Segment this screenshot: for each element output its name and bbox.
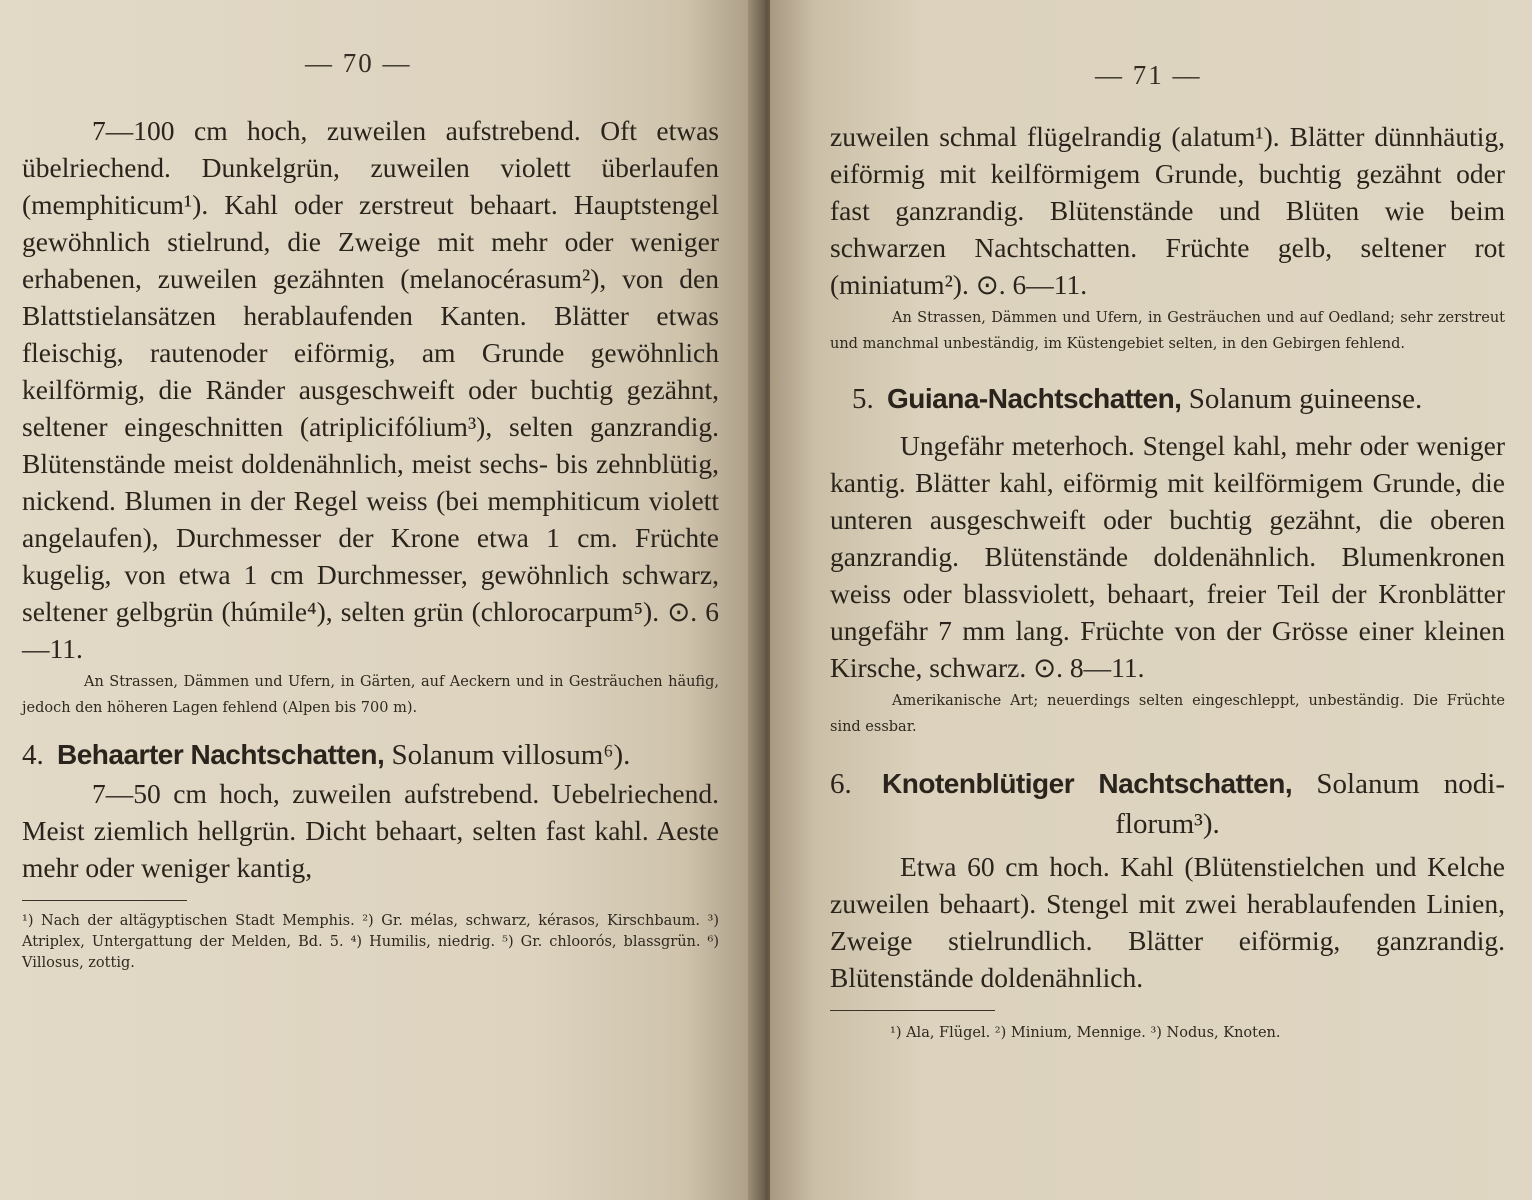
right-paragraph-1: zuweilen schmal flügelrandig (alatum¹). Blätter dünnhäutig, eiförmig mit keilförmigem Grunde, buchtig gezähnt oder fast ganzrandig. Blütenstände und Blüten wie beim schwarzen Nachtschatten. Früchte gelb, seltener rot (miniatum²). ⊙. 6—11. bbox=[830, 121, 1505, 300]
section-heading-6-continued bbox=[830, 804, 1505, 844]
section-latin-name-continued: florum³). bbox=[1115, 808, 1220, 840]
right-paragraph-2: Ungefähr meterhoch. Stengel kahl, mehr oder weniger kantig. Blätter kahl, eiförmig mit keilförmigem Grunde, die unteren ausgeschweift oder buchtig gezähnt, die oberen ganzrandig. Blütenstände doldenähnlich. Blumenkronen weiss oder blassviolett, behaart, freier Teil der Kronblätter ungefähr 7 mm lang. Früchte von der Grösse einer kleinen Kirsche, schwarz. ⊙. 8—11. bbox=[830, 430, 1505, 683]
section-name: Knotenblütiger Nachtschatten, bbox=[882, 768, 1293, 799]
section-number: 5. bbox=[852, 383, 874, 415]
section-latin-name: Solanum guineense. bbox=[1188, 383, 1423, 415]
section-name: Guiana-Nachtschatten, bbox=[887, 383, 1182, 414]
section-heading-4 bbox=[22, 735, 719, 775]
section-heading-6 bbox=[830, 764, 1505, 804]
section-latin-name: Solanum villosum⁶). bbox=[391, 739, 631, 771]
right-footnotes: ¹) Ala, Flügel. ²) Minium, Mennige. ³) Nodus, Knoten. bbox=[890, 1025, 1281, 1041]
footnote-divider-left bbox=[22, 900, 187, 901]
section-number: 4. bbox=[22, 739, 44, 771]
right-habitat-note-1: An Strassen, Dämmen und Ufern, in Gesträuchen und auf Oedland; sehr zerstreut und manchmal unbeständig, im Küstengebiet selten, in den Gebirgen fehlend. bbox=[830, 310, 1505, 352]
footnote-divider-right bbox=[830, 1010, 995, 1011]
page-number-left: — 70 — bbox=[305, 48, 412, 78]
left-paragraph-2: 7—50 cm hoch, zuweilen aufstrebend. Uebelriechend. Meist ziemlich hellgrün. Dicht behaart, selten fast kahl. Aeste mehr oder weniger kantig, bbox=[22, 778, 719, 883]
section-heading-5 bbox=[830, 379, 1505, 419]
left-page bbox=[0, 0, 760, 1200]
right-text-column bbox=[830, 118, 1505, 1044]
section-latin-name: Solanum nodi- bbox=[1316, 768, 1505, 800]
left-text-column bbox=[22, 112, 719, 974]
right-page bbox=[770, 0, 1532, 1200]
section-name: Behaarter Nachtschatten, bbox=[57, 739, 385, 770]
left-footnotes: ¹) Nach der altägyptischen Stadt Memphis. ²) Gr. mélas, schwarz, kérasos, Kirschbaum. ³) Atriplex, Untergattung der Melden, Bd. 5. ⁴) Humilis, niedrig. ⁵) Gr. chloorós, blassgrün. ⁶) Villosus, zottig. bbox=[22, 913, 719, 971]
right-paragraph-3: Etwa 60 cm hoch. Kahl (Blütenstielchen und Kelche zuweilen behaart). Stengel mit zwei herablaufenden Linien, Zweige stielrundlich. Blätter eiförmig, ganzrandig. Blütenstände doldenähnlich. bbox=[830, 851, 1505, 993]
right-habitat-note-2: Amerikanische Art; neuerdings selten eingeschleppt, unbeständig. Die Früchte sind essbar. bbox=[830, 693, 1505, 735]
page-number-right: — 71 — bbox=[1095, 60, 1202, 90]
section-number: 6. bbox=[830, 768, 852, 800]
left-habitat-note: An Strassen, Dämmen und Ufern, in Gärten, auf Aeckern und in Gesträuchen häufig, jedoch den höheren Lagen fehlend (Alpen bis 700 m). bbox=[22, 674, 719, 716]
left-paragraph-1: 7—100 cm hoch, zuweilen aufstrebend. Oft etwas übelriechend. Dunkelgrün, zuweilen violett überlaufen (memphiticum¹). Kahl oder zerstreut behaart. Hauptstengel gewöhnlich stielrund, die Zweige mit mehr oder weniger erhabenen, zuweilen gezähnten (melanocérasum²), von den Blattstielansätzen herablaufenden Kanten. Blätter etwas fleischig, rautenoder eiförmig, am Grunde gewöhnlich keilförmig, die Ränder ausgeschweift oder buchtig gezähnt, seltener eingeschnitten (atriplicifólium³), selten ganzrandig. Blütenstände meist doldenähnlich, meist sechs- bis zehnblütig, nickend. Blumen in der Regel weiss (bei memphiticum violett angelaufen), Durchmesser der Krone etwa 1 cm. Früchte kugelig, von etwa 1 cm Durchmesser, gewöhnlich schwarz, seltener gelbgrün (húmile⁴), selten grün (chlorocarpum⁵). ⊙. 6—11. bbox=[22, 115, 719, 664]
